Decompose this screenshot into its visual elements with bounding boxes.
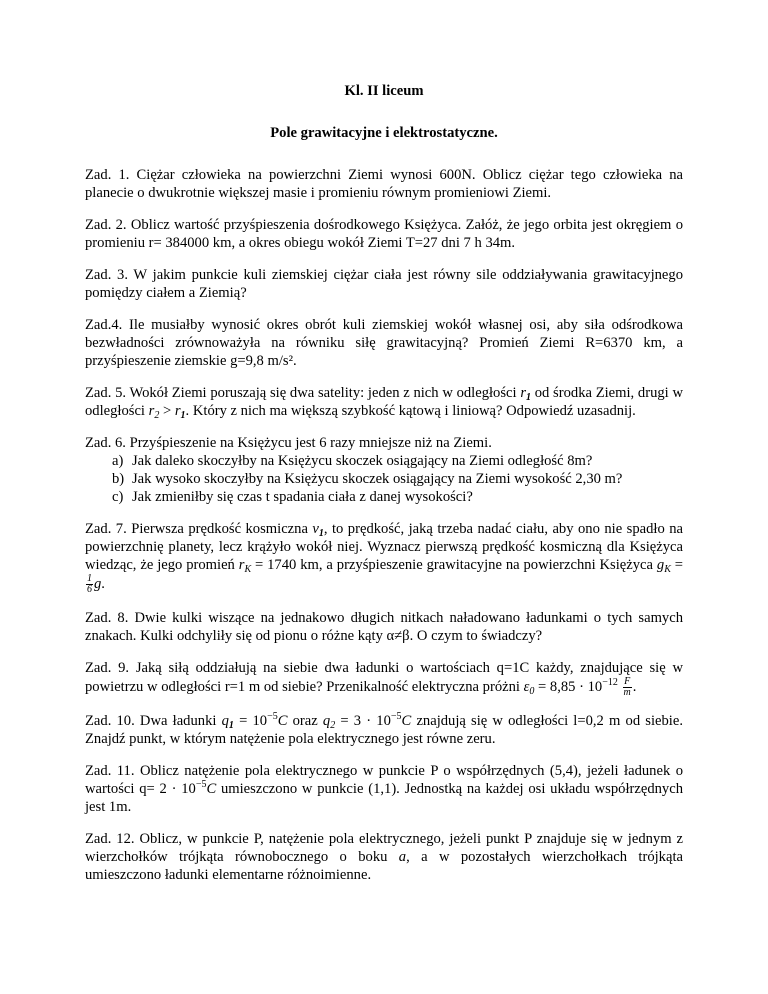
task-6-list: [85, 452, 683, 506]
formula-q2-symbol: q: [322, 713, 331, 729]
task-3: Zad. 3. W jakim punkcie kuli ziemskiej ciężar ciała jest równy sile oddziaływania grawitacyjnego pomiędzy ciałem a Ziemią?: [85, 267, 683, 301]
task-6-item-c: [112, 488, 683, 506]
task-12-text-b: , a w pozostałych wierzchołkach trójkąta umieszczono ładunki elementarne różnoimienne.: [85, 849, 683, 883]
fraction-numerator: 1: [87, 573, 92, 584]
formula-epsilon-exponent: −12: [602, 676, 618, 688]
fraction-denominator: m: [623, 687, 631, 698]
formula-rk-symbol: r: [238, 557, 245, 573]
task-4: Zad.4. Ile musiałby wynosić okres obrót kuli ziemskiej wokół własnej osi, aby siła odśrodkowa bezwładności zrównoważyła na równiku siłę grawitacyjną? Promień Ziemi R=6370 km, a przyśpieszenie ziemskie g=9,8 m/s².: [85, 317, 683, 369]
task-9-text-a: Zad. 9. Jaką siłą oddziałują na siebie dwa ładunki o wartościach q=1C każdy, znajdujące się w powietrzu w odległości r=1 m od siebie? Przenikalność elektryczna próżni: [85, 660, 683, 695]
task-7-text-a: Zad. 7. Pierwsza prędkość kosmiczna: [85, 521, 313, 537]
formula-rk-subscript: K: [244, 564, 252, 575]
formula-v1-subscript: 1: [318, 528, 324, 539]
formula-q2-value: = 3 · 10: [335, 713, 391, 729]
formula-r1: [520, 385, 531, 401]
formula-v1: [312, 521, 323, 537]
task-11-text-b: umieszczono w punkcie (1,1). Jednostką na każdej osi układu współrzędnych jest 1m.: [85, 781, 683, 815]
formula-epsilon-unit-fraction: [623, 677, 632, 698]
class-title: Kl. II liceum: [344, 83, 424, 99]
formula-v1-symbol: v: [312, 521, 319, 537]
formula-epsilon0: [523, 676, 633, 698]
formula-gt-sign: >: [159, 403, 175, 419]
fraction-denominator: 6: [87, 584, 92, 595]
topic-title: Pole grawitacyjne i elektrostatyczne.: [270, 125, 498, 141]
list-item-text: Jak wysoko skoczyłby na Księżycu skoczek osiągający na Ziemi wysokość 2,30 m?: [132, 471, 623, 487]
task-5-text-a: Zad. 5. Wokół Ziemi poruszają się dwa satelity: jeden z nich w odległości: [85, 385, 521, 401]
formula-r1b-subscript: 1: [180, 410, 186, 421]
fraction-numerator: F: [624, 676, 631, 687]
list-marker: b): [112, 471, 125, 487]
formula-r1b-symbol: r: [174, 403, 181, 419]
task-10-text-c: znajdują się w odległości l=0,2 m od siebie. Znajdź punkt, w którym natężenie pola elektrycznego jest równe zeru.: [85, 713, 683, 747]
task-12: [85, 830, 683, 884]
list-marker: a): [112, 453, 124, 469]
task-5: [85, 384, 683, 420]
formula-r2-subscript: 2: [154, 410, 160, 421]
formula-q2-unit: C: [401, 713, 412, 729]
formula-r2-gt-r1: [149, 403, 186, 419]
task-7: [85, 520, 683, 595]
task-10: [85, 712, 683, 748]
formula-epsilon-value: = 8,85 · 10: [534, 678, 603, 695]
task-11-text-a: Zad. 11. Oblicz natężenie pola elektrycznego w punkcie P o współrzędnych (5,4), jeżeli ładunek o wartości q=: [85, 763, 683, 797]
formula-q1: [222, 713, 288, 729]
formula-q1-value: = 10: [233, 713, 268, 729]
task-10-text-a: Zad. 10. Dwa ładunki: [85, 713, 222, 729]
list-item-text: Jak zmieniłby się czas t spadania ciała z danej wysokości?: [132, 489, 473, 505]
task-5-text-c: . Który z nich ma większą szybkość kątową i liniową? Odpowiedź uzasadnij.: [185, 403, 636, 419]
formula-q1-unit: C: [277, 713, 288, 729]
formula-g-symbol: g: [94, 575, 102, 592]
formula-q11-value: 2 · 10: [159, 781, 196, 797]
task-6-intro: Zad. 6. Przyśpieszenie na Księżycu jest 6 razy mniejsze niż na Ziemi.: [85, 435, 492, 451]
list-item-text: Jak daleko skoczyłby na Księżycu skoczek osiągający na Ziemi odległość 8m?: [132, 453, 593, 469]
formula-q11-unit: C: [206, 781, 217, 797]
formula-q1-subscript: 1: [228, 720, 234, 731]
list-marker: c): [112, 489, 124, 505]
task-11: [85, 762, 683, 816]
formula-rk: [239, 557, 251, 573]
task-12-text-a: Zad. 12. Oblicz, w punkcie P, natężenie pola elektrycznego, jeżeli punkt P znajduje się w jednym z wierzchołków trójkąta równobocznego o boku: [85, 831, 683, 865]
formula-equals: =: [670, 557, 683, 573]
task-9-text-b: .: [632, 678, 637, 695]
task-12-side-variable: a: [398, 849, 407, 865]
formula-gk-subscript: K: [664, 564, 671, 575]
document-content: [85, 82, 683, 898]
formula-gk-fraction: [86, 574, 93, 595]
task-7-text-b: , to prędkość, jaką trzeba nadać ciału, aby ono nie spadło na powierzchnię planety, lecz krążyło wokół niej. Wyznacz pierwszą prędkość kosmiczną dla Księżyca wiedząc, że jego promień: [85, 521, 683, 573]
formula-q2-exponent: −5: [390, 711, 402, 722]
formula-epsilon-symbol: ε: [523, 678, 530, 695]
task-9: [85, 659, 683, 698]
formula-r2-symbol: r: [148, 403, 155, 419]
formula-q1-exponent: −5: [267, 711, 278, 722]
task-6-item-a: [112, 452, 683, 470]
task-2: Zad. 2. Oblicz wartość przyśpieszenia dośrodkowego Księżyca. Załóż, że jego orbita jest okręgiem o promieniu r= 384000 km, a okres obiegu wokół Ziemi T=27 dni 7 h 34m.: [85, 217, 683, 251]
task-10-text-b: oraz: [287, 713, 323, 729]
formula-r1-subscript: 1: [526, 392, 531, 403]
formula-epsilon-subscript: 0: [529, 685, 535, 697]
task-1: Zad. 1. Ciężar człowieka na powierzchni Ziemi wynosi 600N. Oblicz ciężar tego człowieka na planecie o dwukrotnie większej masie i promieniu równym promieniowi Ziemi.: [85, 167, 683, 201]
formula-q2: [323, 713, 411, 729]
formula-q11-exponent: −5: [195, 779, 207, 790]
formula-q2-subscript: 2: [330, 720, 336, 731]
task-8: Zad. 8. Dwie kulki wiszące na jednakowo długich nitkach naładowano ładunkami o tych samych znakach. Kulki odchyliły się od pionu o różne kąty α≠β. O czym to świadczy?: [85, 610, 683, 644]
task-6: [85, 434, 683, 506]
formula-q11: [160, 781, 217, 797]
formula-r1-symbol: r: [520, 385, 526, 401]
formula-gk-symbol: g: [656, 557, 665, 573]
task-7-text-c: = 1740 km, a przyśpieszenie grawitacyjne na powierzchni Księżyca: [251, 557, 657, 573]
task-6-item-b: [112, 470, 683, 488]
formula-q1-symbol: q: [221, 713, 229, 729]
task-7-text-d: .: [101, 575, 105, 592]
task-5-text-b: od środka Ziemi, drugi w odległości: [85, 385, 684, 419]
